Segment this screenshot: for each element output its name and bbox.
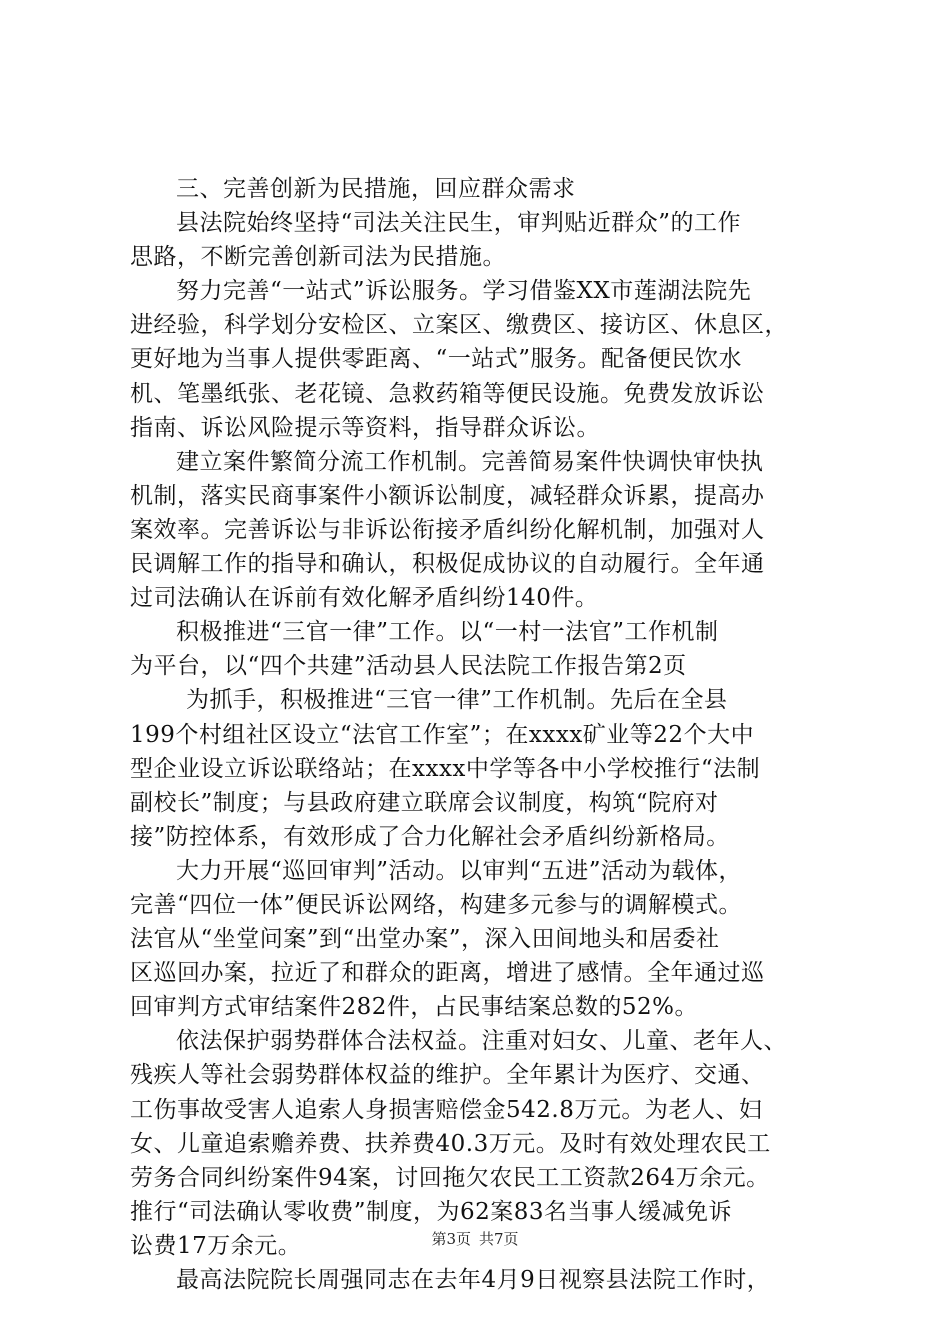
paragraph-line: 县法院始终坚持“司法关注民生，审判贴近群众”的工作 <box>176 210 742 237</box>
section-heading: 三、完善创新为民措施，回应群众需求 <box>176 176 576 202</box>
paragraph-line: 进经验，科学划分安检区、立案区、缴费区、接访区、休息区， <box>130 312 788 339</box>
paragraph-line: 劳务合同纠纷案件94案，讨回拖欠农民工工资款264万余元。 <box>130 1164 770 1191</box>
paragraph-line: 依法保护弱势群体合法权益。注重对妇女、儿童、老年人、 <box>176 1028 787 1055</box>
paragraph-line: 机、笔墨纸张、老花镜、急救药箱等便民设施。免费发放诉讼 <box>130 380 765 407</box>
paragraph-line: 副校长”制度；与县政府建立联席会议制度，构筑“院府对 <box>130 789 719 816</box>
paragraph-line: 大力开展“巡回审判”活动。以审判“五进”活动为载体， <box>176 857 743 884</box>
paragraph-line: 讼费17万余元。 <box>130 1232 302 1259</box>
paragraph-line: 推行“司法确认零收费”制度，为62案83名当事人缓减免诉 <box>130 1198 733 1225</box>
paragraph-line: 建立案件繁简分流工作机制。完善简易案件快调快审快执 <box>176 448 764 475</box>
page-total: 共7页 <box>479 1230 519 1248</box>
paragraph-line: 思路，不断完善创新司法为民措施。 <box>130 244 506 271</box>
paragraph-line: 机制，落实民商事案件小额诉讼制度，减轻群众诉累，提高办 <box>130 482 765 509</box>
paragraph-line: 最高法院院长周强同志在去年4月9日视察县法院工作时， <box>176 1267 771 1293</box>
paragraph-line: 案效率。完善诉讼与非诉讼衔接矛盾纠纷化解机制，加强对人 <box>130 516 765 543</box>
paragraph-line: 199个村组社区设立“法官工作室”；在xxxx矿业等22个大中 <box>130 721 755 748</box>
paragraph-line: 完善“四位一体”便民诉讼网络，构建多元参与的调解模式。 <box>130 891 743 918</box>
paragraph-line: 过司法确认在诉前有效化解矛盾纠纷140件。 <box>130 585 599 612</box>
paragraph-line: 工伤事故受害人追索人身损害赔偿金542.8万元。为老人、妇 <box>130 1096 763 1123</box>
paragraph-line: 努力完善“一站式”诉讼服务。学习借鉴XX市莲湖法院先 <box>176 278 752 305</box>
document-body <box>130 172 830 1297</box>
paragraph-line: 民调解工作的指导和确认，积极促成协议的自动履行。全年通 <box>130 551 765 578</box>
paragraph-line: 女、儿童追索赡养费、扶养费40.3万元。及时有效处理农民工 <box>130 1130 771 1157</box>
paragraph-line: 更好地为当事人提供零距离、“一站式”服务。配备便民饮水 <box>130 346 743 373</box>
page-footer <box>0 1228 950 1249</box>
paragraph-line: 残疾人等社会弱势群体权益的维护。全年累计为医疗、交通、 <box>130 1062 765 1089</box>
paragraph-line: 为抓手，积极推进“三官一律”工作机制。先后在全县 <box>186 687 728 714</box>
paragraph-line: 指南、诉讼风险提示等资料，指导群众诉讼。 <box>130 414 600 441</box>
paragraph-line: 为平台，以“四个共建”活动县人民法院工作报告第2页 <box>130 653 687 680</box>
paragraph-line: 型企业设立诉讼联络站；在xxxx中学等各中小学校推行“法制 <box>130 755 761 782</box>
paragraph-line: 区巡回办案，拉近了和群众的距离，增进了感情。全年通过巡 <box>130 960 765 987</box>
page-number: 第3页 <box>431 1230 471 1248</box>
paragraph-line: 法官从“坐堂问案”到“出堂办案”，深入田间地头和居委社 <box>130 926 720 953</box>
paragraph-line: 积极推进“三官一律”工作。以“一村一法官”工作机制 <box>176 619 719 646</box>
paragraph-line: 回审判方式审结案件282件，占民事结案总数的52%。 <box>130 994 699 1021</box>
paragraph-line: 接”防控体系，有效形成了合力化解社会矛盾纠纷新格局。 <box>130 823 730 850</box>
